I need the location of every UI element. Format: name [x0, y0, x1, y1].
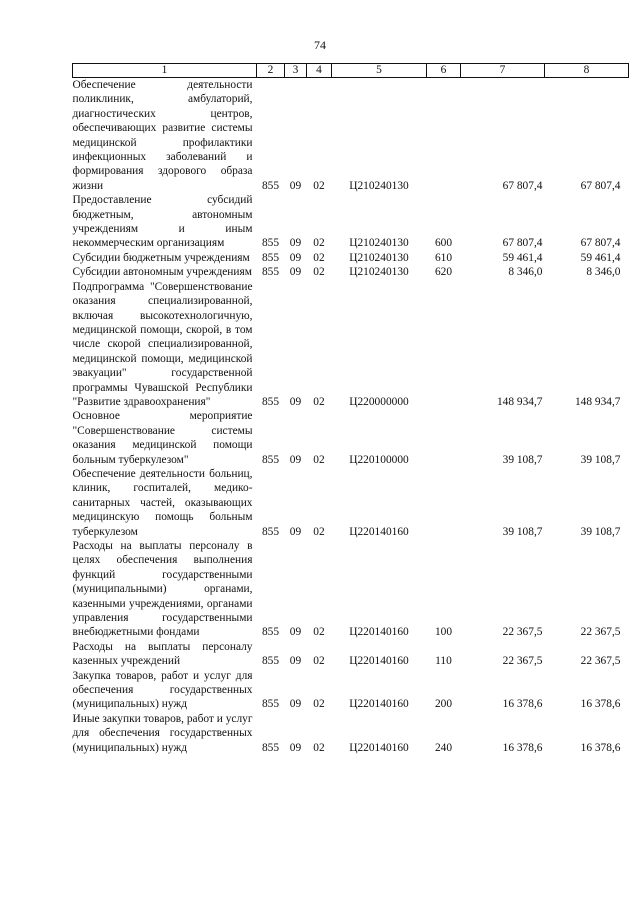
row-amount-year1: 22 367,5 — [502, 655, 543, 668]
column-header: 4 — [307, 64, 332, 78]
column-header: 2 — [257, 64, 285, 78]
row-amount-year1: 59 461,4 — [502, 251, 543, 264]
row-target-article: Ц220140160 — [349, 626, 409, 639]
row-expense-type: 620 — [434, 266, 453, 279]
row-name: Субсидии автономным учреждениям — [72, 266, 252, 279]
row-grbs-code: 855 — [261, 237, 280, 250]
row-amount-year2: 22 367,5 — [580, 626, 621, 639]
row-name: Обеспечение деятельности поликлиник, амбулаторий, диагностических центров, обеспечивающих развитие системы медицинской профилактики инфекционных заболеваний и формирования здорового образа жизни — [72, 79, 253, 192]
row-amount-year1: 8 346,0 — [508, 266, 543, 279]
row-grbs-code: 855 — [261, 453, 280, 466]
table-row — [73, 712, 629, 755]
row-name: Обеспечение деятельности больниц, клиник, госпиталей, медико-санитарных частей, оказывающих медицинскую помощь больным туберкулезом — [72, 467, 253, 538]
page-number: 74 — [314, 38, 326, 52]
row-amount-year1: 16 378,6 — [502, 741, 543, 754]
row-expense-type — [427, 409, 461, 467]
table-row — [73, 78, 629, 194]
row-amount-year2: 22 367,5 — [580, 655, 621, 668]
row-subsection-code: 02 — [313, 237, 325, 250]
row-amount-year2: 67 807,4 — [580, 237, 621, 250]
row-section-code: 09 — [289, 525, 302, 538]
row-expense-type — [427, 280, 461, 410]
column-header: 1 — [73, 64, 257, 78]
row-section-code: 09 — [289, 626, 302, 639]
row-amount-year1: 22 367,5 — [502, 626, 543, 639]
row-target-article: Ц220140160 — [349, 655, 409, 668]
row-amount-year1: 67 807,4 — [502, 237, 543, 250]
row-expense-type: 100 — [434, 626, 453, 639]
row-amount-year2: 16 378,6 — [580, 741, 621, 754]
table-row — [73, 251, 629, 265]
row-amount-year2: 148 934,7 — [574, 395, 621, 408]
row-target-article: Ц210240130 — [349, 179, 409, 192]
row-amount-year2: 39 108,7 — [580, 453, 621, 466]
column-header: 6 — [427, 64, 461, 78]
row-name: Расходы на выплаты персоналу казенных учреждений — [72, 640, 253, 668]
row-target-article: Ц220100000 — [349, 453, 409, 466]
row-name: Расходы на выплаты персоналу в целях обеспечения выполнения функций государственными (муниципальными) органами, казенными учреждениями, органами управления государственными внебюджетными фондами — [72, 540, 253, 639]
row-target-article: Ц220000000 — [349, 395, 409, 408]
row-section-code: 09 — [289, 395, 302, 408]
row-subsection-code: 02 — [313, 251, 325, 264]
table-row — [73, 467, 629, 539]
table-row — [73, 409, 629, 467]
row-target-article: Ц220140160 — [349, 698, 409, 711]
row-amount-year1: 39 108,7 — [502, 525, 543, 538]
row-grbs-code: 855 — [261, 179, 280, 192]
column-header-row — [73, 64, 629, 78]
row-grbs-code: 855 — [261, 251, 280, 264]
row-subsection-code: 02 — [313, 453, 325, 466]
row-name: Основное мероприятие "Совершенствование системы оказания медицинской помощи больным туберкулезом" — [72, 410, 253, 466]
row-expense-type: 600 — [434, 237, 453, 250]
row-subsection-code: 02 — [313, 525, 325, 538]
column-header: 5 — [332, 64, 427, 78]
row-target-article: Ц220140160 — [349, 741, 409, 754]
row-section-code: 09 — [289, 655, 302, 668]
row-name: Иные закупки товаров, работ и услуг для обеспечения государственных (муниципальных) нужд — [72, 712, 253, 754]
row-expense-type — [427, 78, 461, 194]
row-target-article: Ц220140160 — [349, 525, 409, 538]
row-amount-year1: 148 934,7 — [496, 395, 543, 408]
row-subsection-code: 02 — [313, 179, 325, 192]
row-section-code: 09 — [289, 179, 302, 192]
row-subsection-code: 02 — [313, 626, 325, 639]
row-subsection-code: 02 — [313, 395, 325, 408]
row-name: Подпрограмма "Совершенствование оказания специализированной, включая высокотехнологичную, медицинской помощи, скорой, в том числе скорой специализированной, медицинской помощи, медицинской эвакуации" государственной программы Чувашской Республики "Развитие здравоохранения" — [72, 280, 253, 408]
table-row — [73, 265, 629, 279]
row-amount-year2: 8 346,0 — [586, 266, 621, 279]
row-amount-year2: 16 378,6 — [580, 698, 621, 711]
row-name: Субсидии бюджетным учреждениям — [72, 251, 250, 264]
row-target-article: Ц210240130 — [349, 251, 409, 264]
row-section-code: 09 — [289, 237, 302, 250]
row-grbs-code: 855 — [261, 626, 280, 639]
row-amount-year2: 67 807,4 — [580, 179, 621, 192]
row-amount-year1: 39 108,7 — [502, 453, 543, 466]
row-name: Закупка товаров, работ и услуг для обеспечения государственных (муниципальных) нужд — [72, 669, 253, 711]
row-amount-year2: 59 461,4 — [580, 251, 621, 264]
row-expense-type: 200 — [434, 698, 453, 711]
column-header: 8 — [545, 64, 629, 78]
row-amount-year1: 16 378,6 — [502, 698, 543, 711]
row-grbs-code: 855 — [261, 698, 280, 711]
table-row — [73, 193, 629, 251]
row-grbs-code: 855 — [261, 266, 280, 279]
row-section-code: 09 — [289, 251, 302, 264]
row-expense-type: 110 — [435, 655, 452, 668]
row-section-code: 09 — [289, 266, 302, 279]
row-section-code: 09 — [289, 698, 302, 711]
row-section-code: 09 — [289, 453, 302, 466]
row-subsection-code: 02 — [313, 266, 325, 279]
row-grbs-code: 855 — [261, 525, 280, 538]
table-row — [73, 669, 629, 712]
row-expense-type: 610 — [434, 251, 453, 264]
column-header: 7 — [461, 64, 545, 78]
row-grbs-code: 855 — [261, 741, 280, 754]
table-row — [73, 539, 629, 640]
row-amount-year2: 39 108,7 — [580, 525, 621, 538]
row-target-article: Ц210240130 — [349, 237, 409, 250]
row-grbs-code: 855 — [261, 655, 280, 668]
row-subsection-code: 02 — [313, 655, 325, 668]
row-subsection-code: 02 — [313, 698, 325, 711]
row-expense-type: 240 — [434, 741, 453, 754]
row-amount-year1: 67 807,4 — [502, 179, 543, 192]
row-grbs-code: 855 — [261, 395, 280, 408]
table-row — [73, 640, 629, 669]
row-subsection-code: 02 — [313, 741, 325, 754]
row-name: Предоставление субсидий бюджетным, автономным учреждениям и иным некоммерческим организациям — [72, 194, 253, 250]
row-expense-type — [427, 467, 461, 539]
table-row — [73, 280, 629, 410]
row-section-code: 09 — [289, 741, 302, 754]
column-header: 3 — [285, 64, 307, 78]
budget-table — [72, 63, 629, 755]
row-target-article: Ц210240130 — [349, 266, 409, 279]
